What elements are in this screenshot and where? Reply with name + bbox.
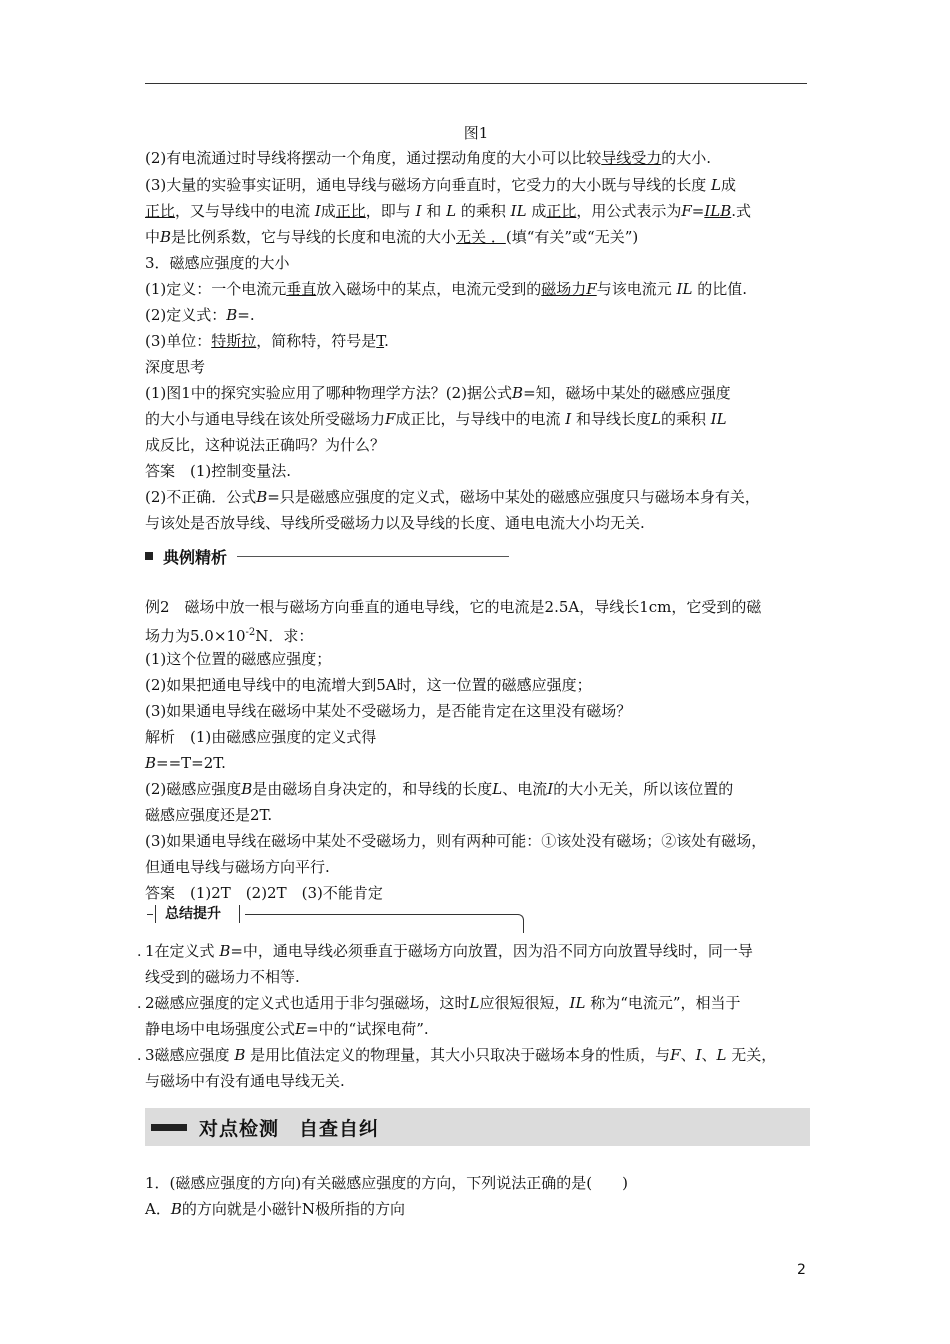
banner-title: 对点检测 自查自纠 <box>199 1117 380 1140</box>
intro-item-3-line1: (3)大量的实验事实证明，通电导线与磁场方向垂直时，它受力的大小既与导线的长度 L成 <box>145 176 737 194</box>
magnitude-heading: 3．磁感应强度的大小 <box>145 254 290 272</box>
summary-point-3-line2: 与磁场中有没有通电导线无关. <box>145 1072 345 1090</box>
example-question-3: (3)如果通电导线在磁场中某处不受磁场力，是否能肯定在这里没有磁场？ <box>145 702 632 720</box>
deep-answer-3: 与该处是否放导线、导线所受磁场力以及导线的长度、通电电流大小均无关. <box>145 514 645 532</box>
deep-thinking-title: 深度思考 <box>145 358 206 376</box>
summary-point-2-line1: 2磁感应强度的定义式也适用于非匀强磁场，这时L应很短很短，IL 称为“电流元”，相当于 <box>145 994 741 1012</box>
header-rule <box>145 83 807 84</box>
section-banner <box>145 1108 810 1146</box>
deep-question-line3: 成反比，这种说法正确吗？为什么？ <box>145 436 386 454</box>
solution-line1: 解析 (1)由磁感应强度的定义式得 <box>145 728 377 746</box>
deep-question-line1: (1)图1中的探究实验应用了哪种物理学方法？(2)据公式B=知，磁场中某处的磁感应强度 <box>145 384 731 402</box>
magnitude-unit: (3)单位：特斯拉，简称特，符号是T. <box>145 332 389 350</box>
magnitude-definition: (1)定义：一个电流元垂直放入磁场中的某点，电流元受到的磁场力F与该电流元 IL 的比值. <box>145 280 747 298</box>
summary-bullet-icon: . <box>137 996 142 1012</box>
summary-bullet-icon: . <box>137 944 142 960</box>
summary-point-1-line1: 1在定义式 B=中，通电导线必须垂直于磁场方向放置，因为沿不同方向放置导线时，同一导 <box>145 942 753 960</box>
magnitude-formula: (2)定义式：B=. <box>145 306 255 324</box>
square-bullet-icon <box>145 552 153 560</box>
example-line2: 场力为$5.0\times 10^{-2}N$．求： <box>145 627 314 645</box>
solution-line6: 但通电导线与磁场方向平行. <box>145 858 330 876</box>
figure-caption: 图1 <box>463 124 489 142</box>
solution-line4: 磁感应强度还是2T. <box>145 806 273 824</box>
example-line1: 例2 磁场中放一根与磁场方向垂直的通电导线，它的电流是2.5A，导线长1cm，它受到的磁 <box>145 598 762 616</box>
page-number: 2 <box>797 1262 806 1278</box>
summary-point-2-line2: 静电场中电场强度公式E=中的“试探电荷”. <box>145 1020 429 1038</box>
exercise-question-1: 1．(磁感应强度的方向)有关磁感应强度的方向，下列说法正确的是( ) <box>145 1174 628 1192</box>
section-title: 典例精析 <box>163 547 228 567</box>
section-header <box>145 545 509 567</box>
summary-point-1-line2: 线受到的磁场力不相等. <box>145 968 300 986</box>
solution-line3: (2)磁感应强度B是由磁场自身决定的，和导线的长度L、电流I的大小无关，所以该位置的 <box>145 780 734 798</box>
summary-bullet-icon: . <box>137 1048 142 1064</box>
solution-line2: B==T=2T. <box>145 754 226 772</box>
deep-answer-2: (2)不正确．公式B=只是磁感应强度的定义式，磁场中某处的磁感应强度只与磁场本身有关， <box>145 488 760 506</box>
exercise-option-a: A．B的方向就是小磁针N极所指的方向 <box>145 1200 406 1218</box>
intro-item-3-line2: 正比，又与导线中的电流 I成正比，即与 I 和 L 的乘积 IL 成正比，用公式表示为F=ILB.式 <box>145 202 752 220</box>
intro-item-3-line3: 中B是比例系数，它与导线的长度和电流的大小无关 ．(填“有关”或“无关”) <box>145 228 639 246</box>
banner-bar-icon <box>151 1124 187 1131</box>
intro-item-2: (2)有电流通过时导线将摆动一个角度，通过摆动角度的大小可以比较导线受力的大小. <box>145 149 712 167</box>
section-rule <box>237 556 509 557</box>
example-answer: 答案 (1)2T (2)2T (3)不能肯定 <box>145 884 383 902</box>
example-question-2: (2)如果把通电导线中的电流增大到5A时，这一位置的磁感应强度； <box>145 676 592 694</box>
summary-box-header <box>145 903 523 933</box>
summary-point-3-line1: 3磁感应强度 B 是用比值法定义的物理量，其大小只取决于磁场本身的性质，与F、I、L 无关， <box>145 1046 777 1064</box>
solution-line5: (3)如果通电导线在磁场中某处不受磁场力，则有两种可能：①该处没有磁场；②该处有磁场， <box>145 832 767 850</box>
deep-answer-1: 答案 (1)控制变量法. <box>145 462 292 480</box>
summary-label: 总结提升 <box>165 906 221 922</box>
example-question-1: (1)这个位置的磁感应强度； <box>145 650 332 668</box>
deep-question-line2: 的大小与通电导线在该处所受磁场力F成正比，与导线中的电流 I 和导线长度L的乘积 IL <box>145 410 727 428</box>
